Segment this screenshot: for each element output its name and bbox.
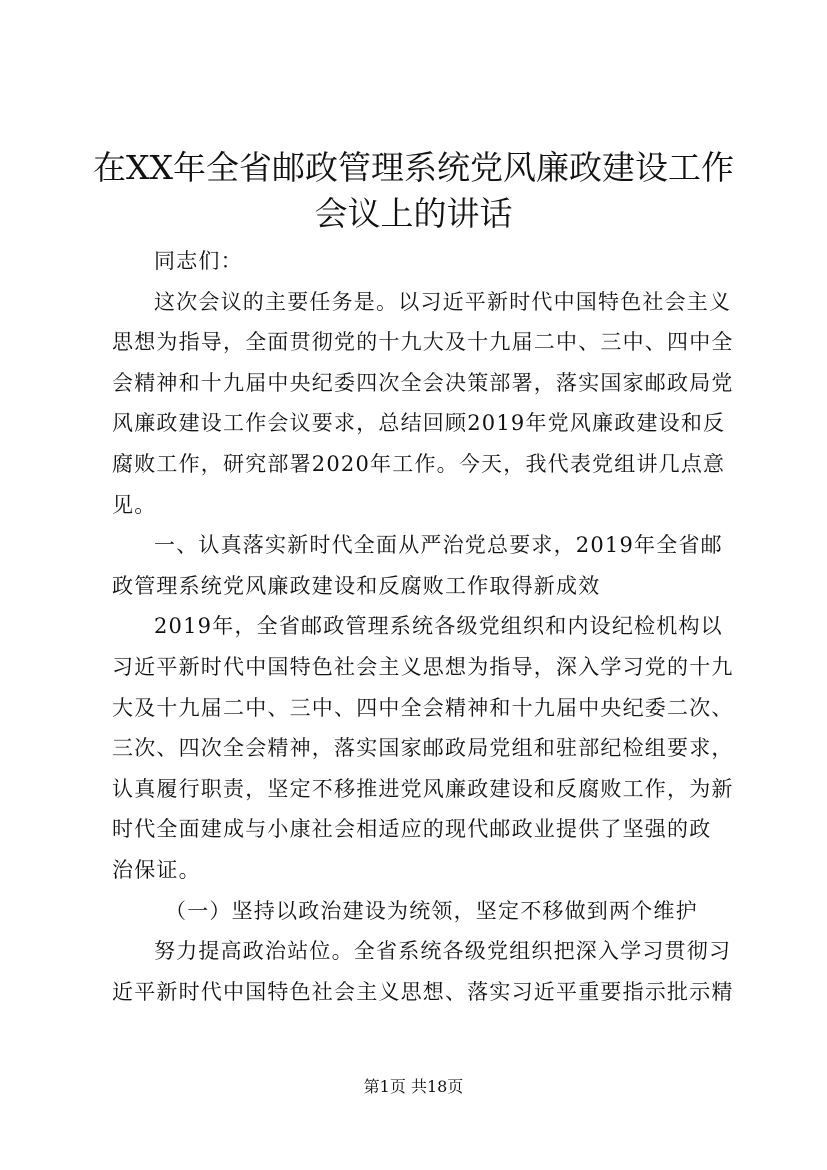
section-heading-line: 一、认真落实新时代全面从严治党总要求，2019年全省邮	[154, 533, 723, 558]
paragraph-line: 三次、四次全会精神，落实国家邮政局党组和驻部纪检组要求，	[112, 736, 734, 761]
paragraph-line: 近平新时代中国特色社会主义思想、落实习近平重要指示批示精	[112, 979, 734, 1004]
paragraph-line: 腐败工作，研究部署2020年工作。今天，我代表党组讲几点意	[112, 451, 726, 476]
paragraph-line: 会精神和十九届中央纪委四次全会决策部署，落实国家邮政局党	[112, 370, 734, 395]
document-body	[112, 241, 734, 1012]
page-number-footer: 第1页 共18页	[363, 1077, 464, 1096]
subsection-heading: （一）坚持以政治建设为统领，坚定不移做到两个维护	[165, 898, 698, 923]
paragraph-line: 见。	[112, 492, 157, 517]
document-title-line-2: 会议上的讲话	[314, 194, 513, 233]
document-title-line-1: 在XX年全省邮政管理系统党风廉政建设工作	[93, 148, 734, 187]
paragraph-line: 努力提高政治站位。全省系统各级党组织把深入学习贯彻习	[154, 939, 732, 964]
paragraph-line: 这次会议的主要任务是。以习近平新时代中国特色社会主义	[154, 289, 732, 314]
paragraph-line: 风廉政建设工作会议要求，总结回顾2019年党风廉政建设和反	[112, 411, 726, 436]
paragraph-line: 认真履行职责，坚定不移推进党风廉政建设和反腐败工作，为新	[112, 776, 734, 801]
section-heading-line: 政管理系统党风廉政建设和反腐败工作取得新成效	[112, 573, 601, 598]
paragraph-line: 2019年，全省邮政管理系统各级党组织和内设纪检机构以	[154, 614, 723, 639]
paragraph-line: 习近平新时代中国特色社会主义思想为指导，深入学习党的十九	[112, 654, 734, 679]
salutation: 同志们：	[154, 249, 243, 273]
paragraph-line: 时代全面建成与小康社会相适应的现代邮政业提供了坚强的政	[112, 817, 712, 842]
paragraph-line: 思想为指导，全面贯彻党的十九大及十九届二中、三中、四中全	[112, 330, 734, 355]
paragraph-line: 大及十九届二中、三中、四中全会精神和十九届中央纪委二次、	[112, 695, 734, 720]
paragraph-line: 治保证。	[112, 857, 201, 882]
